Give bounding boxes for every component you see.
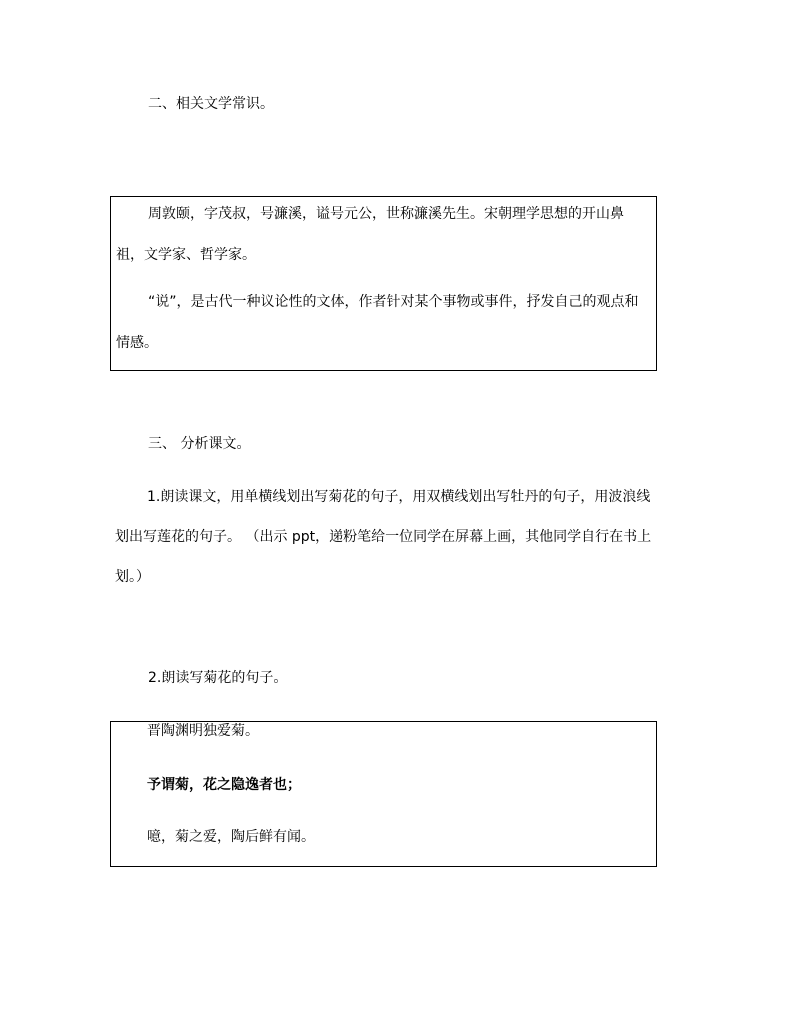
quote-line-2: 予谓菊，花之隐逸者也；	[147, 777, 301, 793]
step-one-instruction: 1.朗读课文，用单横线划出写菊花的句子，用双横线划出写牡丹的句子，用波浪线划出写莲花的句子。 （出示 ppt，递粉笔给一位同学在屏幕上画，其他同学自行在书上划。）	[115, 489, 652, 585]
section-three-heading: 三、 分析课文。	[148, 436, 251, 452]
genre-intro-paragraph: “说”，是古代一种议论性的文体，作者针对某个事物或事件，抒发自己的观点和情感。	[116, 294, 639, 351]
chrysanthemum-quotes-box	[110, 721, 657, 867]
author-intro-paragraph: 周敦颐，字茂叔，号濂溪，谥号元公，世称濂溪先生。宋朝理学思想的开山鼻祖，文学家、哲学家。	[116, 206, 624, 263]
section-two-heading: 二、相关文学常识。	[148, 96, 274, 112]
quote-line-1: 晋陶渊明独爱菊。	[147, 723, 259, 739]
literary-knowledge-box	[110, 196, 657, 371]
quote-line-3: 噫，菊之爱，陶后鲜有闻。	[147, 829, 315, 845]
step-two-instruction: 2.朗读写菊花的句子。	[148, 670, 288, 686]
